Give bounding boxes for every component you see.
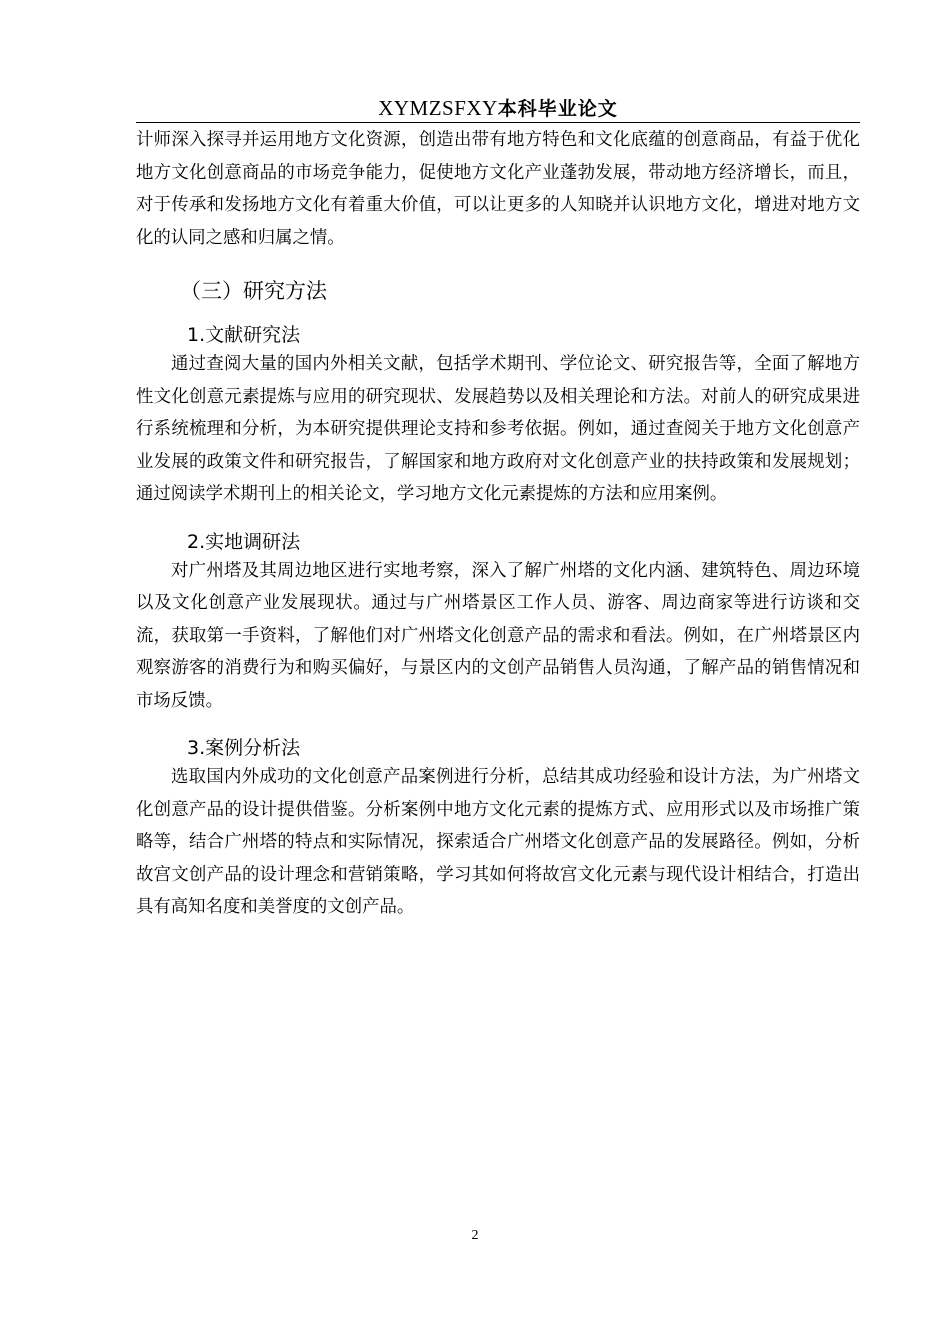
intro-paragraph: 计师深入探寻并运用地方文化资源，创造出带有地方特色和文化底蕴的创意商品，有益于优化地方文化创意商品的市场竞争能力，促使地方文化产业蓬勃发展，带动地方经济增长，而且，对于传承和发扬地方文化有着重大价值，可以让更多的人知晓并认识地方文化，增进对地方文化的认同之感和归属之情。 bbox=[136, 130, 860, 248]
header-code: XYMZSFXY bbox=[378, 96, 498, 120]
method-paragraph-literature: 通过查阅大量的国内外相关文献，包括学术期刊、学位论文、研究报告等，全面了解地方性文化创意元素提炼与应用的研究现状、发展趋势以及相关理论和方法。对前人的研究成果进行系统梳理和分析，为本研究提供理论支持和参考依据。例如，通过查阅关于地方文化创意产业发展的政策文件和研究报告，了解国家和地方政府对文化创意产业的扶持政策和发展规划；通过阅读学术期刊上的相关论文，学习地方文化元素提炼的方法和应用案例。 bbox=[136, 354, 860, 504]
page-header bbox=[136, 92, 860, 123]
method-paragraph-case-analysis: 选取国内外成功的文化创意产品案例进行分析，总结其成功经验和设计方法，为广州塔文化创意产品的设计提供借鉴。分析案例中地方文化元素的提炼方式、应用形式以及市场推广策略等，结合广州塔的特点和实际情况，探索适合广州塔文化创意产品的发展路径。例如，分析故宫文创产品的设计理念和营销策略，学习其如何将故宫文化元素与现代设计相结合，打造出具有高知名度和美誉度的文创产品。 bbox=[136, 767, 860, 917]
method-heading-field-research: 2.实地调研法 bbox=[187, 530, 301, 553]
method-heading-case-analysis: 3.案例分析法 bbox=[187, 737, 301, 759]
header-text bbox=[378, 94, 618, 121]
page-number: 2 bbox=[471, 1228, 479, 1243]
page-body bbox=[136, 124, 860, 924]
section-heading: （三）研究方法 bbox=[180, 279, 327, 303]
header-title: 本科毕业论文 bbox=[497, 98, 618, 120]
method-heading-literature: 1.文献研究法 bbox=[187, 324, 301, 346]
method-paragraph-field-research: 对广州塔及其周边地区进行实地考察，深入了解广州塔的文化内涵、建筑特色、周边环境以及文化创意产业发展现状。通过与广州塔景区工作人员、游客、周边商家等进行访谈和交流，获取第一手资料，了解他们对广州塔文化创意产品的需求和看法。例如，在广州塔景区内观察游客的消费行为和购买偏好，与景区内的文创产品销售人员沟通，了解产品的销售情况和市场反馈。 bbox=[136, 560, 860, 711]
